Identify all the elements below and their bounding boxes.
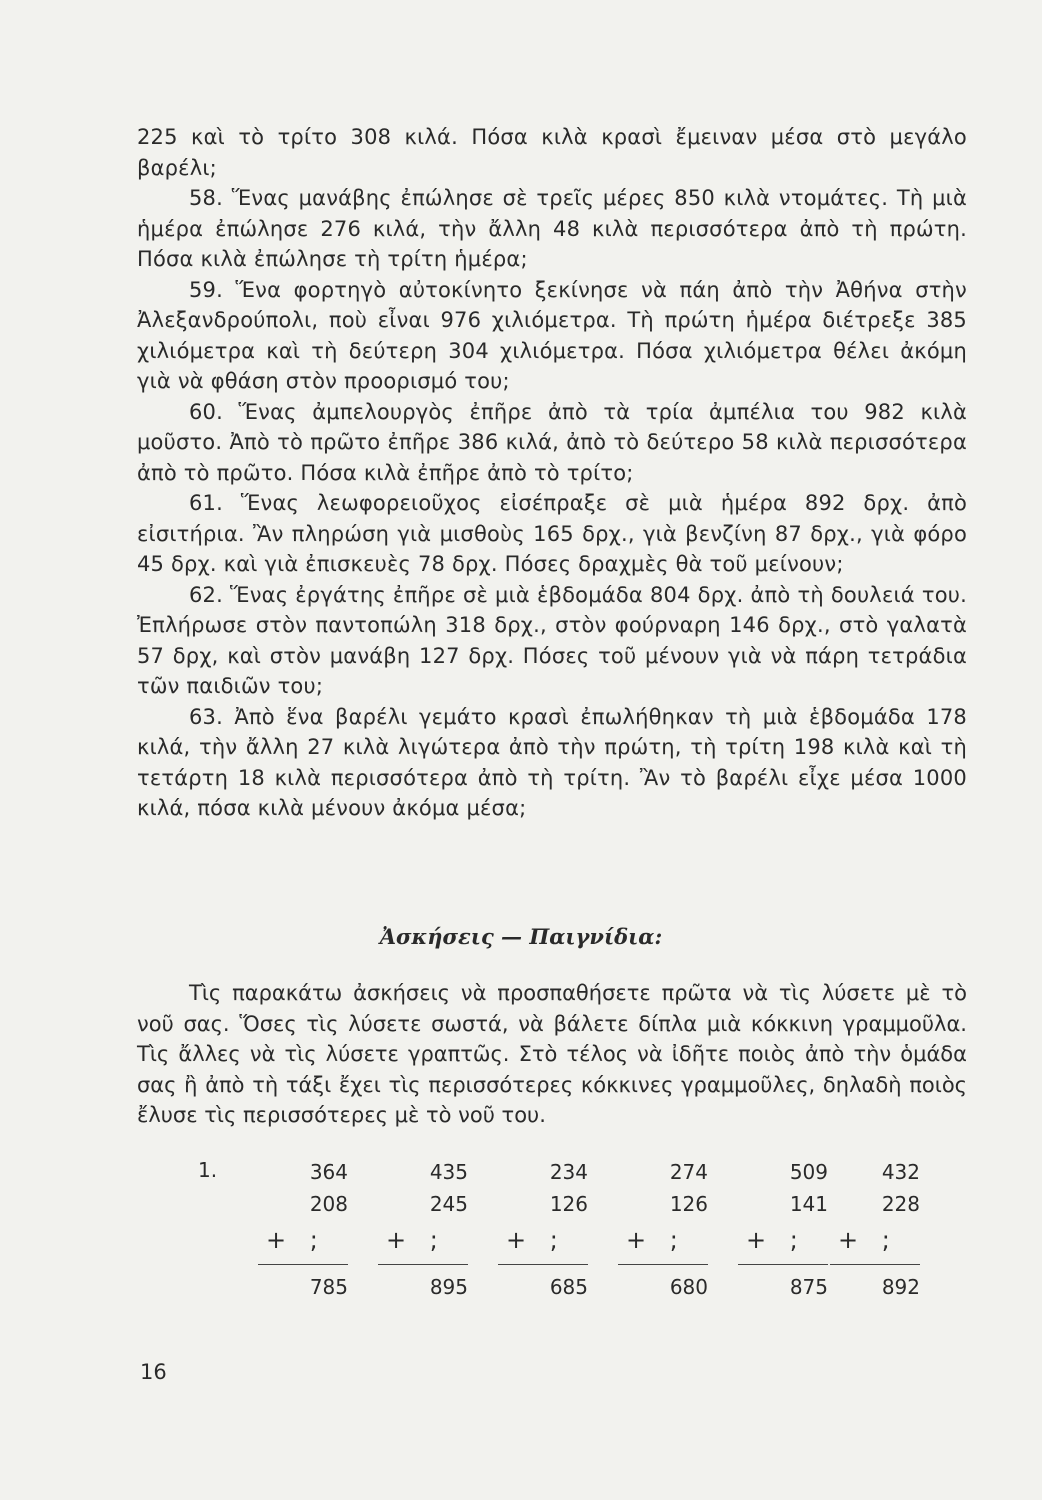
addend-bottom: 228 — [881, 1192, 920, 1216]
addend-bottom: 208 — [309, 1192, 348, 1216]
sum-line — [258, 1264, 348, 1265]
addition-column — [618, 1156, 708, 1303]
sum: 892 — [881, 1275, 920, 1299]
problem-60: 60. Ἕνας ἀμπελουργὸς ἐπῆρε ἀπὸ τὰ τρία ἀμπέλια του 982 κιλὰ μοῦστο. Ἀπὸ τὸ πρῶτο ἐπῆρε 386 κιλά, ἀπὸ τὸ δεύτερο 58 κιλὰ περισσότερα ἀπὸ τὸ πρῶτο. Πόσα κιλὰ ἐπῆρε ἀπὸ τὸ τρίτο; — [137, 399, 967, 485]
addend-top: 509 — [789, 1160, 828, 1184]
sum-line — [618, 1264, 708, 1265]
sum-line — [830, 1264, 920, 1265]
exercises-intro — [137, 978, 967, 1131]
problems-text — [137, 122, 967, 824]
plus-question: + ; — [506, 1226, 566, 1254]
problem-continuation: 225 καὶ τὸ τρίτο 308 κιλά. Πόσα κιλὰ κρασὶ ἔμειναν μέσα στὸ μεγάλο βαρέλι; — [137, 125, 967, 180]
plus-question: + ; — [626, 1226, 686, 1254]
addition-exercise — [190, 1156, 950, 1306]
addition-column — [378, 1156, 468, 1303]
addition-column — [498, 1156, 588, 1303]
sum: 785 — [309, 1275, 348, 1299]
addition-column — [738, 1156, 828, 1303]
plus-question: + ; — [386, 1226, 446, 1254]
problem-62: 62. Ἕνας ἐργάτης ἐπῆρε σὲ μιὰ ἑβδομάδα 804 δρχ. ἀπὸ τὴ δουλειά του. Ἐπλήρωσε στὸν παντοπώλη 318 δρχ., στὸν φούρναρη 146 δρχ., στὸ γαλατὰ 57 δρχ, καὶ στὸν μανάβη 127 δρχ. Πόσες τοῦ μένουν γιὰ νὰ πάρη τετράδια τῶν παιδιῶν του; — [137, 582, 967, 698]
addend-top: 234 — [549, 1160, 588, 1184]
addend-top: 274 — [669, 1160, 708, 1184]
addend-bottom: 245 — [429, 1192, 468, 1216]
plus-question: + ; — [266, 1226, 326, 1254]
exercise-number: 1. — [198, 1158, 218, 1182]
problem-58: 58. Ἕνας μανάβης ἐπώλησε σὲ τρεῖς μέρες 850 κιλὰ ντομάτες. Τὴ μιὰ ἡμέρα ἐπώλησε 276 κιλά, τὴν ἄλλη 48 κιλὰ περισσότερα ἀπὸ τὴ πρώτη. Πόσα κιλὰ ἐπώλησε τὴ τρίτη ἡμέρα; — [137, 186, 967, 271]
section-heading: Ἀσκήσεις — Παιγνίδια: — [379, 924, 663, 949]
page-number: 16 — [140, 1360, 167, 1384]
addition-column — [258, 1156, 348, 1303]
problem-59: 59. Ἕνα φορτηγὸ αὐτοκίνητο ξεκίνησε νὰ πάη ἀπὸ τὴν Ἀθήνα στὴν Ἀλεξανδρούπολι, ποὺ εἶναι 976 χιλιόμετρα. Τὴ πρώτη ἡμέρα διέτρεξε 385 χιλιόμετρα καὶ τὴ δεύτερη 304 χιλιόμετρα. Πόσα χιλιόμετρα θέλει ἀκόμη γιὰ νὰ φθάση στὸν προορισμό του; — [137, 277, 967, 393]
sum: 895 — [429, 1275, 468, 1299]
addend-top: 432 — [881, 1160, 920, 1184]
addend-top: 435 — [429, 1160, 468, 1184]
sum-line — [498, 1264, 588, 1265]
problem-63: 63. Ἀπὸ ἕνα βαρέλι γεμάτο κρασὶ ἐπωλήθηκαν τὴ μιὰ ἑβδομάδα 178 κιλά, τὴν ἄλλη 27 κιλὰ λιγώτερα ἀπὸ τὴν πρώτη, τὴ τρίτη 198 κιλὰ καὶ τὴ τετάρτη 18 κιλὰ περισσότερα ἀπὸ τὴ τρίτη. Ἂν τὸ βαρέλι εἶχε μέσα 1000 κιλά, πόσα κιλὰ μένουν ἀκόμα μέσα; — [137, 704, 967, 820]
problem-61: 61. Ἕνας λεωφορειοῦχος εἰσέπραξε σὲ μιὰ ἡμέρα 892 δρχ. ἀπὸ εἰσιτήρια. Ἂν πληρώση γιὰ μισθοὺς 165 δρχ., γιὰ βενζίνη 87 δρχ., γιὰ φόρο 45 δρχ. καὶ γιὰ ἐπισκευὲς 78 δρχ. Πόσες δραχμὲς θὰ τοῦ μείνουν; — [137, 491, 967, 576]
addend-bottom: 141 — [789, 1192, 828, 1216]
addend-bottom: 126 — [549, 1192, 588, 1216]
addition-column — [830, 1156, 920, 1303]
intro-paragraph: Τὶς παρακάτω ἀσκήσεις νὰ προσπαθήσετε πρῶτα νὰ τὶς λύσετε μὲ τὸ νοῦ σας. Ὅσες τὶς λύσετε σωστά, νὰ βάλετε δίπλα μιὰ κόκκινη γραμμοῦλα. Τὶς ἄλλες νὰ τὶς λύσετε γραπτῶς. Στὸ τέλος νὰ ἰδῆτε ποιὸς ἀπὸ τὴν ὁμάδα σας ἢ ἀπὸ τὴ τάξι ἔχει τὶς περισσότερες κόκκινες γραμμοῦλες, δηλαδὴ ποιὸς ἔλυσε τὶς περισσότερες μὲ τὸ νοῦ του. — [137, 981, 967, 1127]
sum: 685 — [549, 1275, 588, 1299]
plus-question: + ; — [746, 1226, 806, 1254]
sum-line — [378, 1264, 468, 1265]
addend-bottom: 126 — [669, 1192, 708, 1216]
sum: 875 — [789, 1275, 828, 1299]
addend-top: 364 — [309, 1160, 348, 1184]
sum-line — [738, 1264, 828, 1265]
sum: 680 — [669, 1275, 708, 1299]
plus-question: + ; — [838, 1226, 898, 1254]
